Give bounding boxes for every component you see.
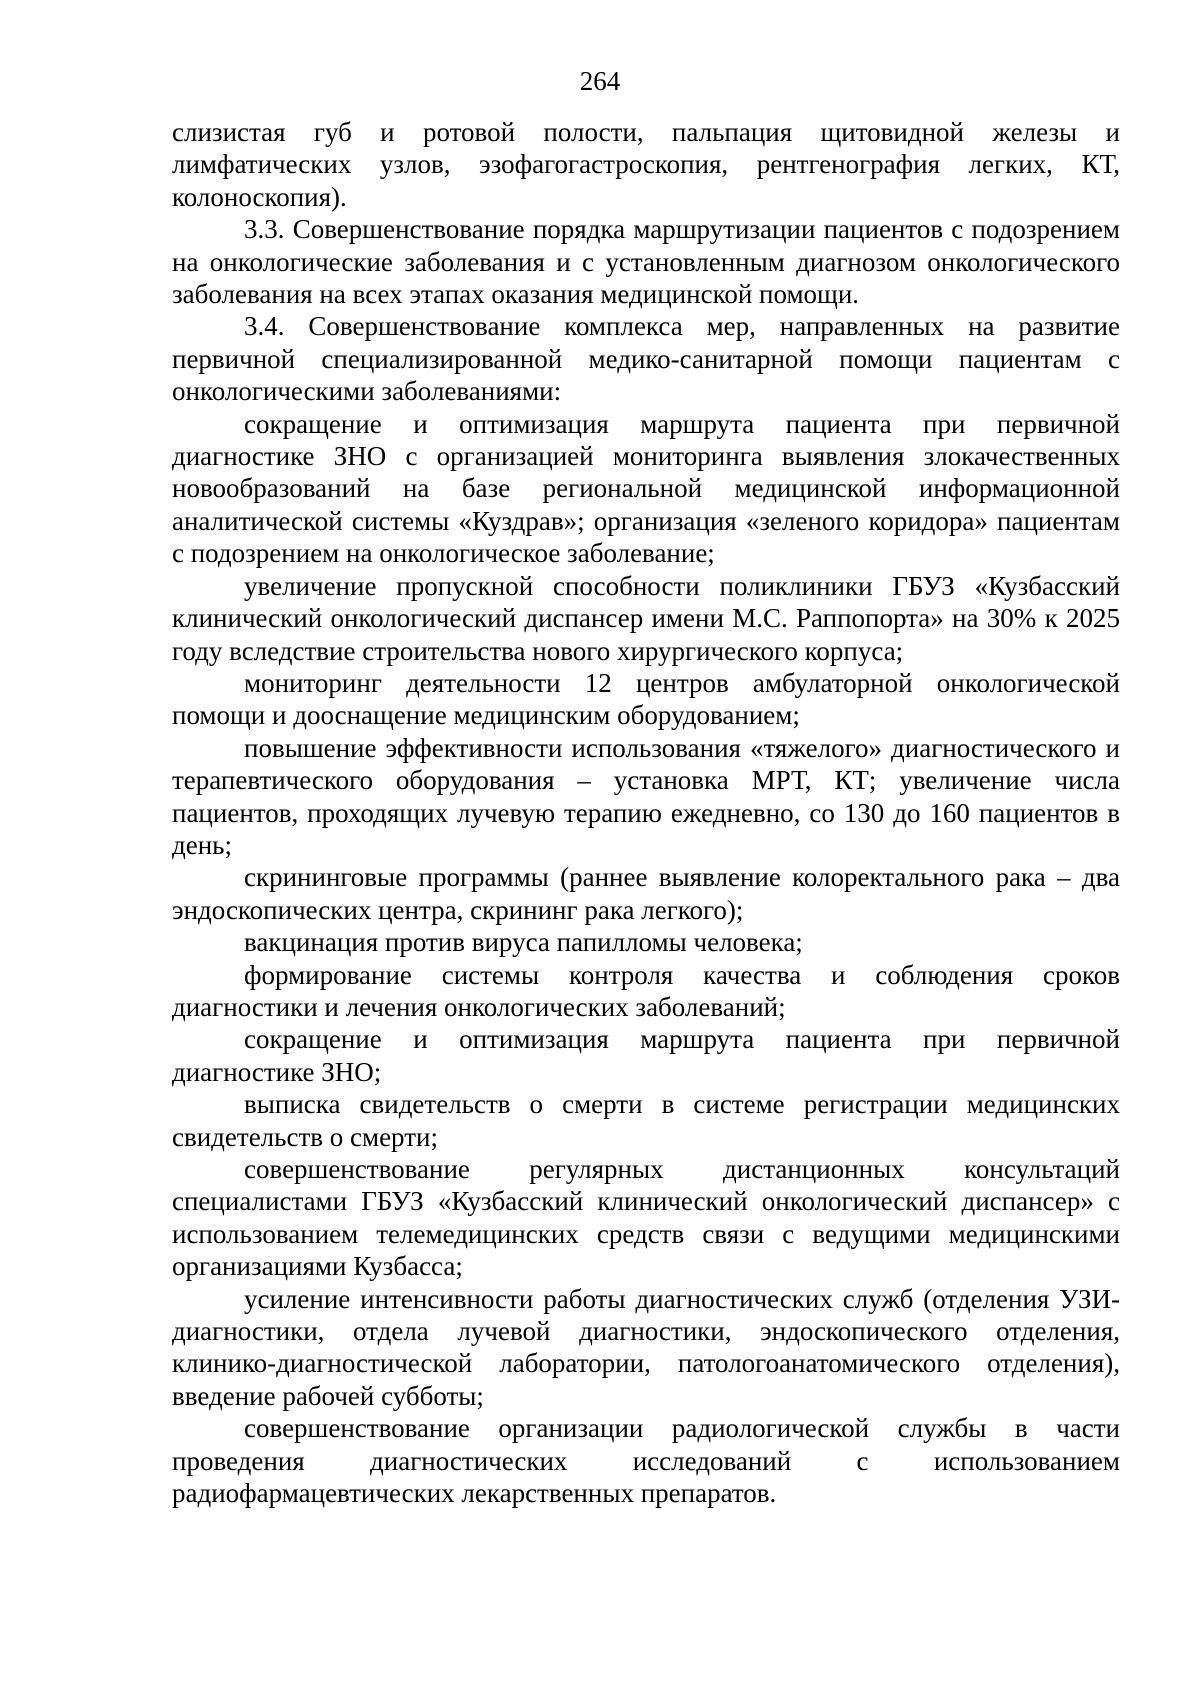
list-item-quality-control: формирование системы контроля качества и соблюдения сроков диагностики и лечения онкологических заболеваний; <box>172 959 1120 1022</box>
document-body <box>172 116 1120 1509</box>
list-item-screening-programs: скрининговые программы (раннее выявление колоректального рака – два эндоскопических центра, скрининг рака легкого); <box>172 862 1120 925</box>
list-item-polyclinic-capacity: увеличение пропускной способности поликлиники ГБУЗ «Кузбасский клинический онкологический диспансер имени М.С. Раппопорта» на 30% к 2025 году вследствие строительства нового хирургического корпуса; <box>172 570 1120 666</box>
page-number: 264 <box>579 66 621 96</box>
list-item-heavy-equipment: повышение эффективности использования «тяжелого» диагностического и терапевтического оборудования – установка МРТ, КТ; увеличение числа пациентов, проходящих лучевую терапию ежедневно, со 130 до 160 пациентов в день; <box>172 732 1120 860</box>
list-item-death-certificates: выписка свидетельств о смерти в системе регистрации медицинских свидетельств о смерти; <box>172 1089 1120 1152</box>
list-item-diagnostic-services: усиление интенсивности работы диагностических служб (отделения УЗИ-диагностики, отдела лучевой диагностики, эндоскопического отделения, клинико-диагностической лаборатории, патологоанатомического отделения), введение рабочей субботы; <box>172 1283 1120 1411</box>
list-item-route-optimization-zno: сокращение и оптимизация маршрута пациента при первичной диагностике ЗНО; <box>172 1024 1120 1087</box>
list-item-hpv-vaccination: вакцинация против вируса папилломы человека; <box>244 927 803 958</box>
list-item-monitoring-centers: мониторинг деятельности 12 центров амбулаторной онкологической помощи и дооснащение медицинским оборудованием; <box>172 667 1120 731</box>
paragraph-continuation: слизистая губ и ротовой полости, пальпация щитовидной железы и лимфатических узлов, эзофагогастроскопия, рентгенография легких, КТ, колоноскопия). <box>172 117 1120 212</box>
list-item-telemedicine: совершенствование регулярных дистанционных консультаций специалистами ГБУЗ «Кузбасский клинический онкологический диспансер» с использованием телемедицинских средств связи с ведущими медицинскими организациями Кузбасса; <box>172 1154 1120 1282</box>
paragraph-section-3-4: 3.4. Совершенствование комплекса мер, направленных на развитие первичной специализированной медико-санитарной помощи пациентам с онкологическими заболеваниями: <box>172 311 1120 407</box>
list-item-route-optimization: сокращение и оптимизация маршрута пациента при первичной диагностике ЗНО с организацией мониторинга выявления злокачественных новообразований на базе региональной медицинской информационной аналитической системы «Куздрав»; организация «зеленого коридора» пациентам с подозрением на онкологическое заболевание; <box>172 408 1120 569</box>
paragraph-section-3-3: 3.3. Совершенствование порядка маршрутизации пациентов с подозрением на онкологические заболевания и с установленным диагнозом онкологического заболевания на всех этапах оказания медицинской помощи. <box>172 214 1120 310</box>
list-item-radiology-service: совершенствование организации радиологической службы в части проведения диагностических исследований с использованием радиофармацевтических лекарственных препаратов. <box>172 1413 1120 1509</box>
